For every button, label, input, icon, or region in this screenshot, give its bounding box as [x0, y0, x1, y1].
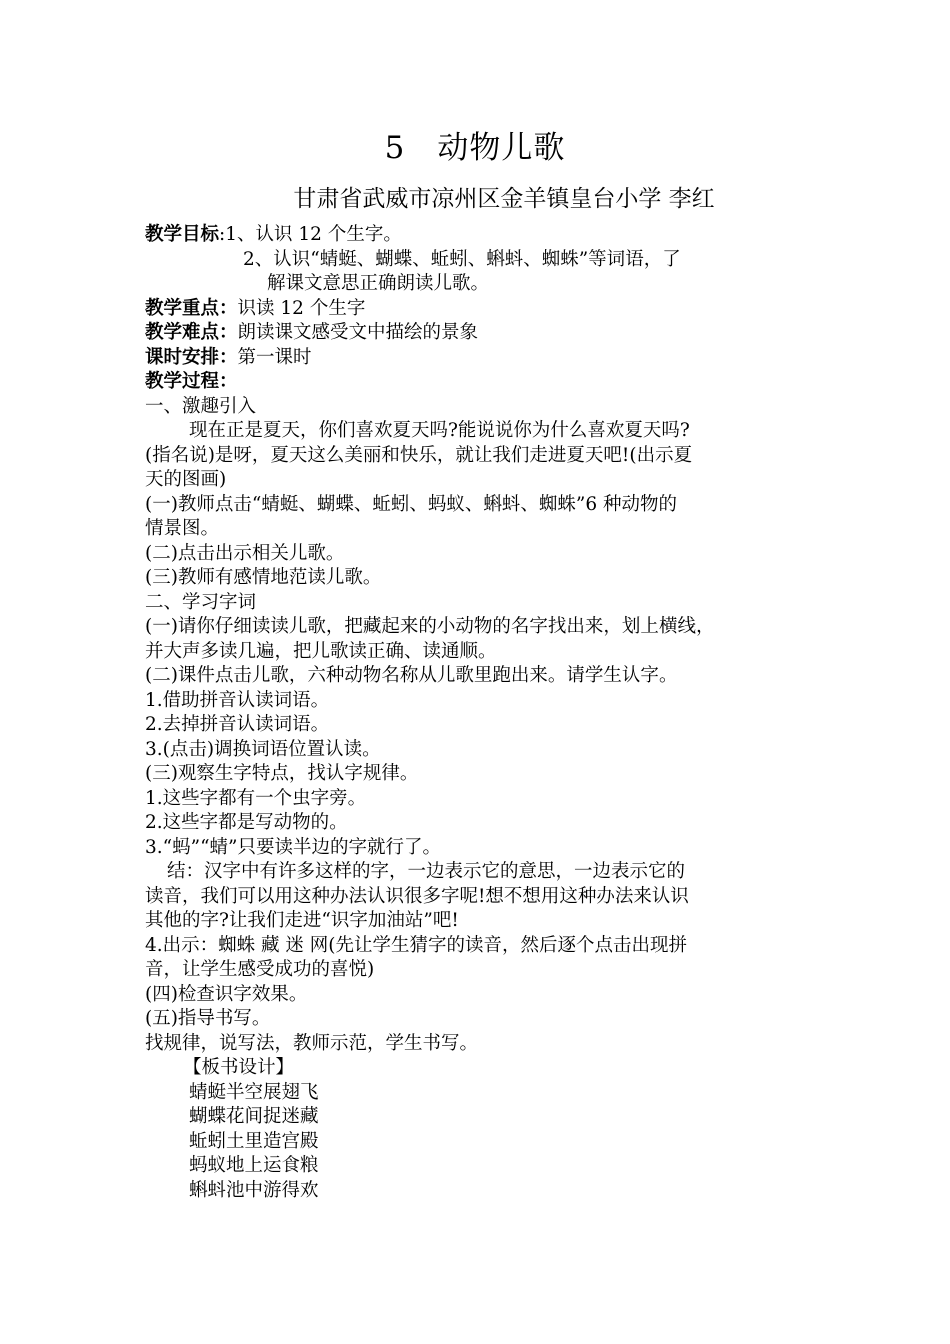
paragraph-line: 4.出示：蜘蛛 藏 迷 网(先让学生猜字的读音，然后逐个点击出现拼: [145, 934, 688, 956]
paragraph-line: (一)请你仔细读读儿歌，把藏起来的小动物的名字找出来，划上横线，: [145, 616, 715, 637]
teaching-goals-line-3: 解课文意思正确朗读儿歌。: [267, 273, 490, 294]
paragraph-line: 并大声多读几遍，把儿歌读正确、读通顺。: [145, 640, 497, 662]
lesson-body: [145, 223, 813, 1203]
process-heading: 教学过程：: [145, 371, 238, 392]
key-point-label: 教学重点：: [145, 297, 238, 319]
section-heading: 二、学习字词: [145, 591, 257, 613]
board-line: 蚂蚁地上运食粮: [189, 1155, 319, 1176]
board-line: 蝌蚪池中游得欢: [189, 1179, 319, 1201]
difficulty-label: 教学难点：: [145, 322, 238, 343]
paragraph-line: 音，让学生感受成功的喜悦): [145, 959, 375, 980]
paragraph-line: 结：汉字中有许多这样的字，一边表示它的意思，一边表示它的: [167, 861, 686, 882]
author-line: 甘肃省武威市凉州区金羊镇皇台小学 李红: [293, 186, 715, 212]
paragraph-line: 1.借助拼音认读词语。: [145, 689, 330, 711]
paragraph-line: (二)点击出示相关儿歌。: [145, 542, 345, 564]
paragraph-line: 3.“蚂”“蜻”只要读半边的字就行了。: [145, 836, 441, 858]
paragraph-line: (五)指导书写。: [145, 1008, 271, 1029]
paragraph-line: 读音，我们可以用这种办法认识很多字呢!想不想用这种办法来认识: [145, 885, 689, 907]
schedule-label: 课时安排：: [145, 346, 238, 368]
board-line: 蜻蜓半空展翅飞: [189, 1081, 319, 1103]
paragraph-line: (指名说)是呀，夏天这么美丽和快乐，就让我们走进夏天吧!(出示夏: [145, 444, 693, 466]
paragraph-line: 2.这些字都是写动物的。: [145, 812, 348, 833]
paragraph-line: (二)课件点击儿歌，六种动物名称从儿歌里跑出来。请学生认字。: [145, 665, 678, 686]
teaching-goals-label: 教学目标: [145, 224, 220, 245]
page-title: 5 动物儿歌: [384, 130, 566, 166]
paragraph-line: 其他的字?让我们走进“识字加油站”吧!: [145, 910, 459, 931]
section-heading: 一、激趣引入: [145, 395, 257, 417]
schedule-value: 第一课时: [237, 346, 312, 368]
paragraph-line: 情景图。: [145, 518, 220, 539]
teaching-goals-item-1: :1、认识 12 个生字。: [219, 224, 402, 245]
paragraph-line: 1.这些字都有一个虫字旁。: [145, 787, 367, 809]
paragraph-line: 现在正是夏天，你们喜欢夏天吗?能说说你为什么喜欢夏天吗?: [189, 420, 690, 441]
key-point-value: 识读 12 个生字: [237, 297, 366, 319]
paragraph-line: (一)教师点击“蜻蜓、蝴蝶、蚯蚓、蚂蚁、蝌蚪、蜘蛛”6 种动物的: [145, 493, 678, 515]
key-point-line: [145, 297, 813, 322]
schedule-line: [145, 346, 813, 371]
board-line: 蚯蚓土里造宫殿: [189, 1130, 319, 1152]
paragraph-line: (三)观察生字特点，找认字规律。: [145, 763, 419, 784]
difficulty-value: 朗读课文感受文中描绘的景象: [237, 322, 479, 343]
paragraph-line: 2.去掉拼音认读词语。: [145, 714, 330, 735]
paragraph-line: (四)检查识字效果。: [145, 983, 308, 1005]
board-design-heading: 【板书设计】: [183, 1057, 295, 1078]
board-line: 蝴蝶花间捉迷藏: [189, 1106, 319, 1127]
difficulty-line: [145, 321, 813, 346]
paragraph-line: 找规律，说写法，教师示范，学生书写。: [145, 1032, 479, 1054]
paragraph-line: 3.(点击)调换词语位置认读。: [145, 738, 381, 760]
paragraph-line: (三)教师有感情地范读儿歌。: [145, 567, 382, 588]
paragraph-line: 天的图画): [145, 469, 227, 490]
teaching-goals-line-2: 2、认识“蜻蜓、蝴蝶、蚯蚓、蝌蚪、蜘蛛”等词语，了: [243, 248, 681, 270]
teaching-goals-line-1: [145, 223, 813, 248]
